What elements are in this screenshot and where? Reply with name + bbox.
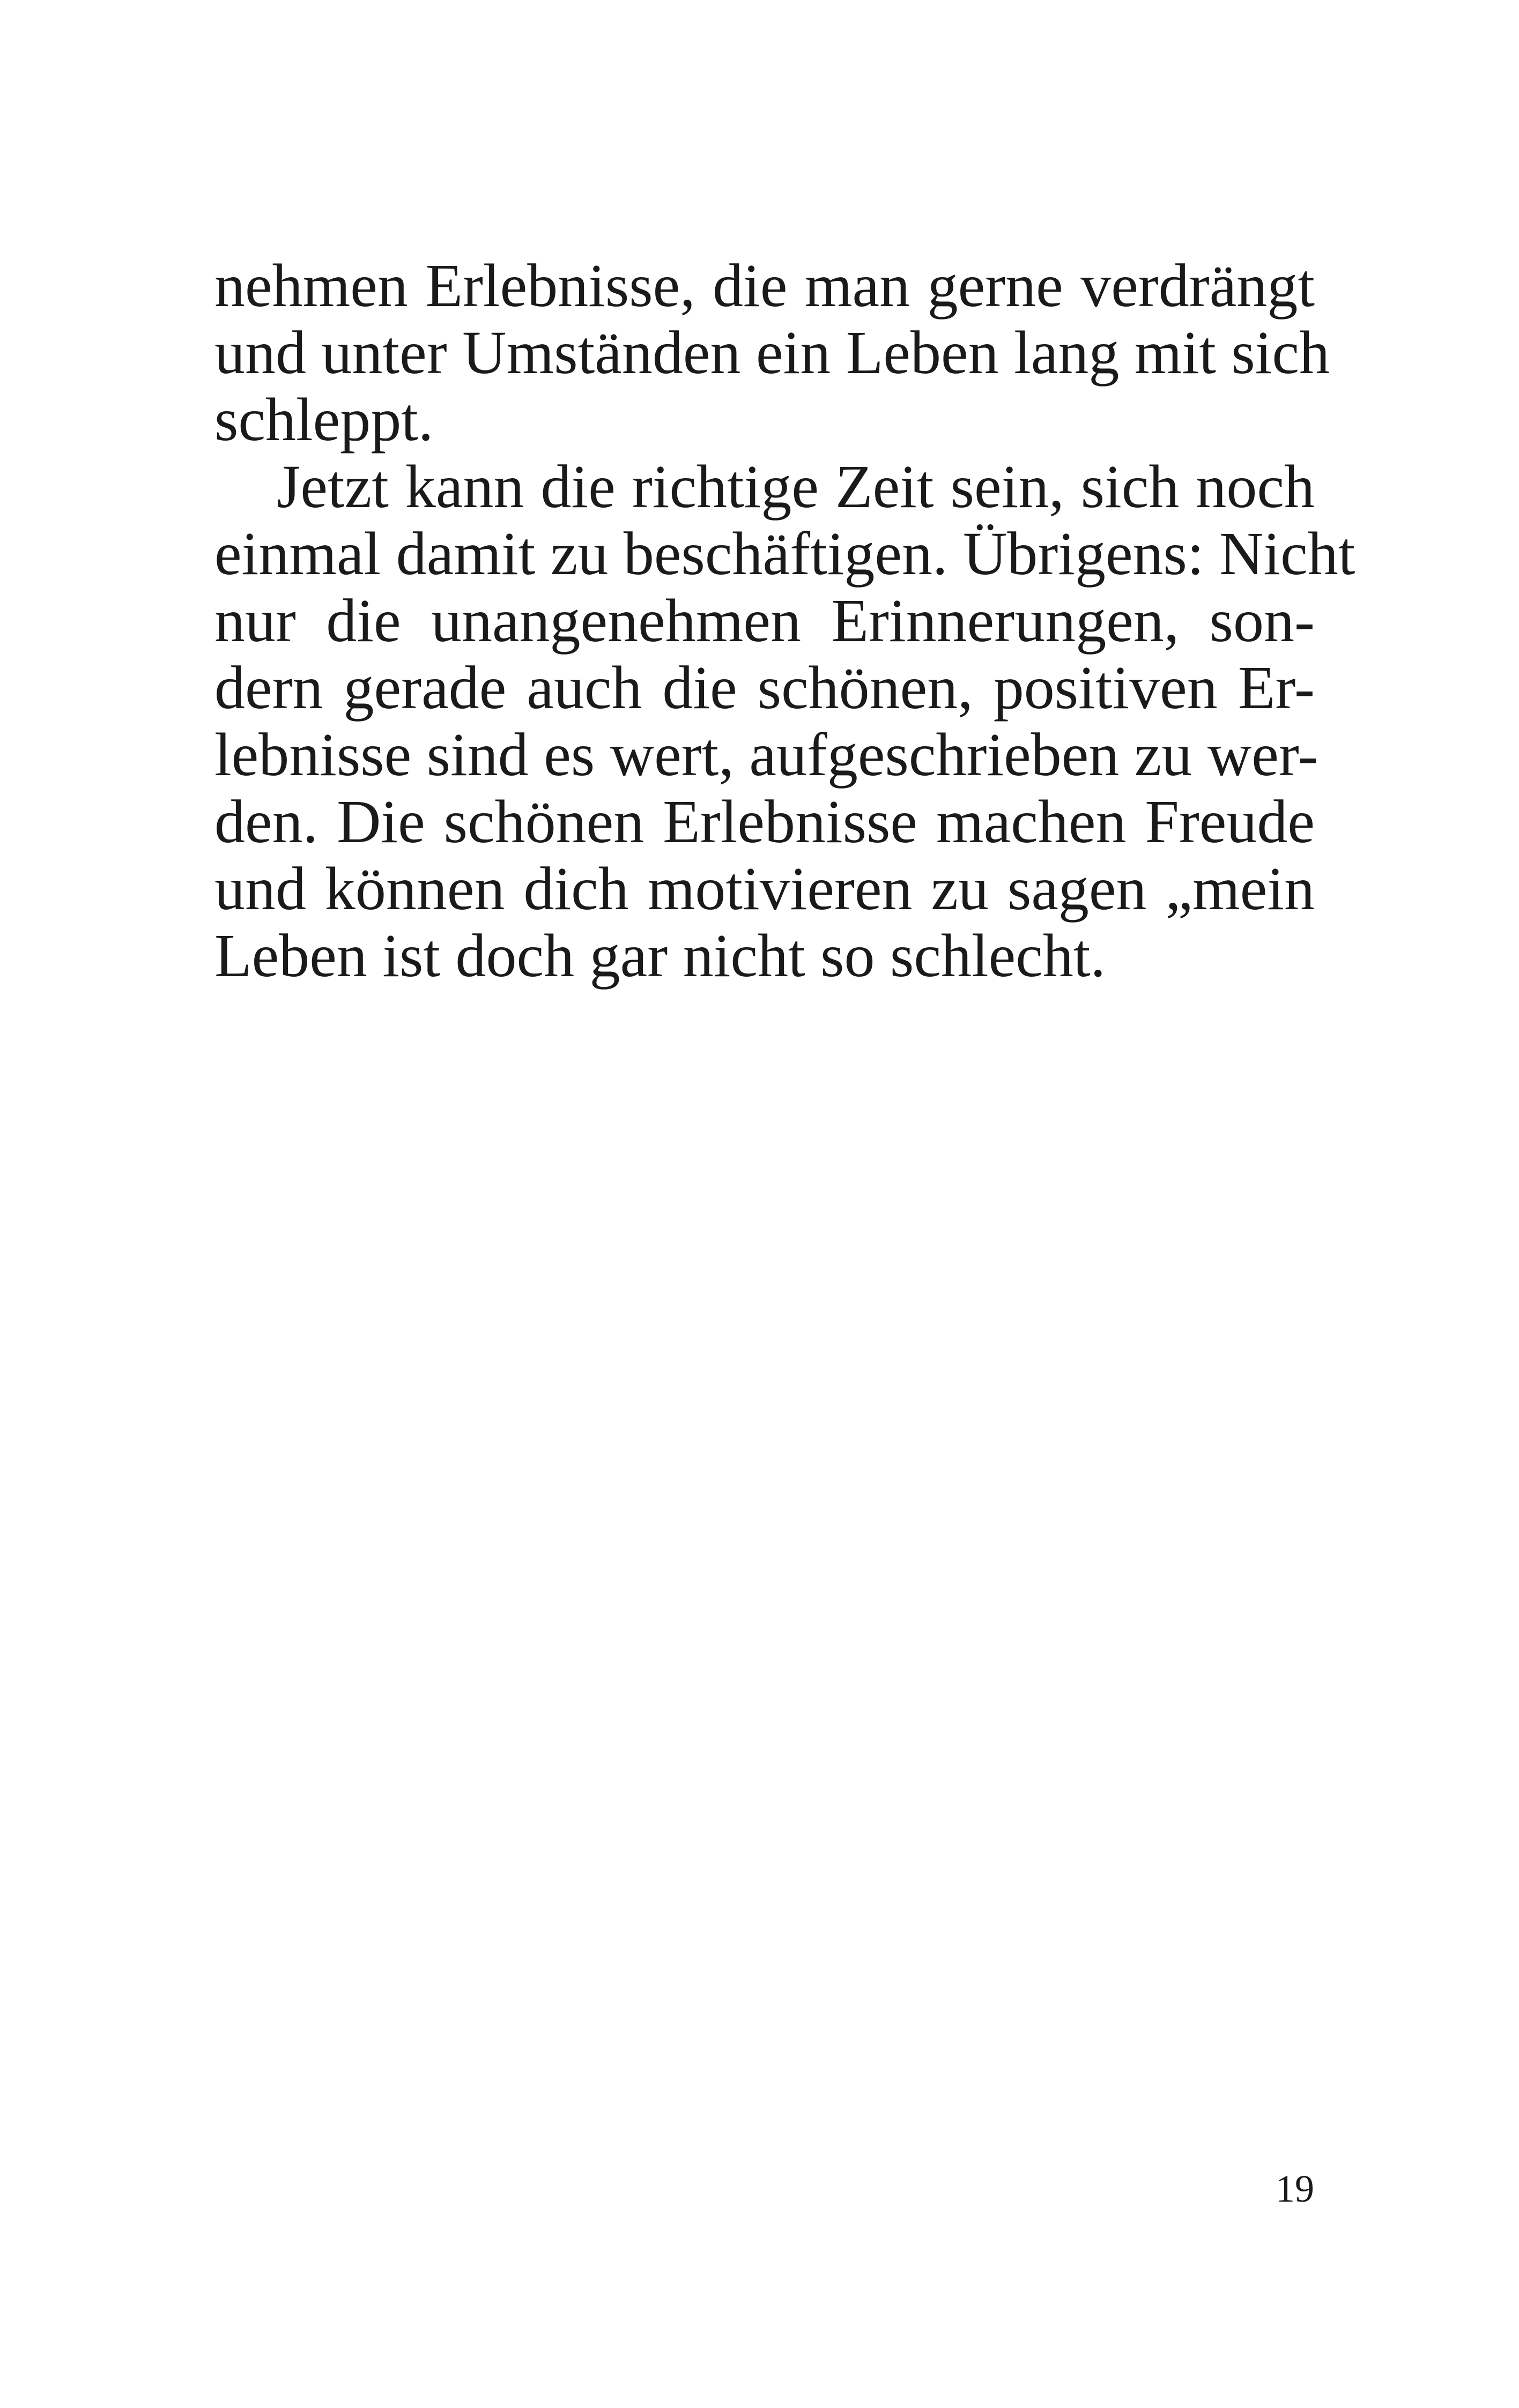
page-number: 19	[1276, 2167, 1314, 2210]
text-line: einmal damit zu beschäftigen. Übrigens: Nicht	[214, 519, 1355, 588]
text-line: und können dich motivieren zu sagen „mein	[214, 854, 1315, 923]
text-line: schleppt.	[214, 385, 434, 454]
text-line: lebnisse sind es wert, aufgeschrieben zu wer-	[214, 720, 1318, 789]
text-line: den. Die schönen Erlebnisse machen Freude	[214, 787, 1315, 856]
text-line: und unter Umständen ein Leben lang mit sich	[214, 318, 1330, 387]
text-line: nehmen Erlebnisse, die man gerne verdrängt	[214, 251, 1315, 319]
text-line: Leben ist doch gar nicht so schlecht.	[214, 921, 1106, 990]
text-line: nur die unangenehmen Erinnerungen, son-	[214, 586, 1315, 655]
paragraph-first-line: Jetzt kann die richtige Zeit sein, sich noch	[277, 452, 1315, 521]
body-text	[214, 251, 1355, 990]
text-line: dern gerade auch die schönen, positiven Er-	[214, 653, 1315, 722]
